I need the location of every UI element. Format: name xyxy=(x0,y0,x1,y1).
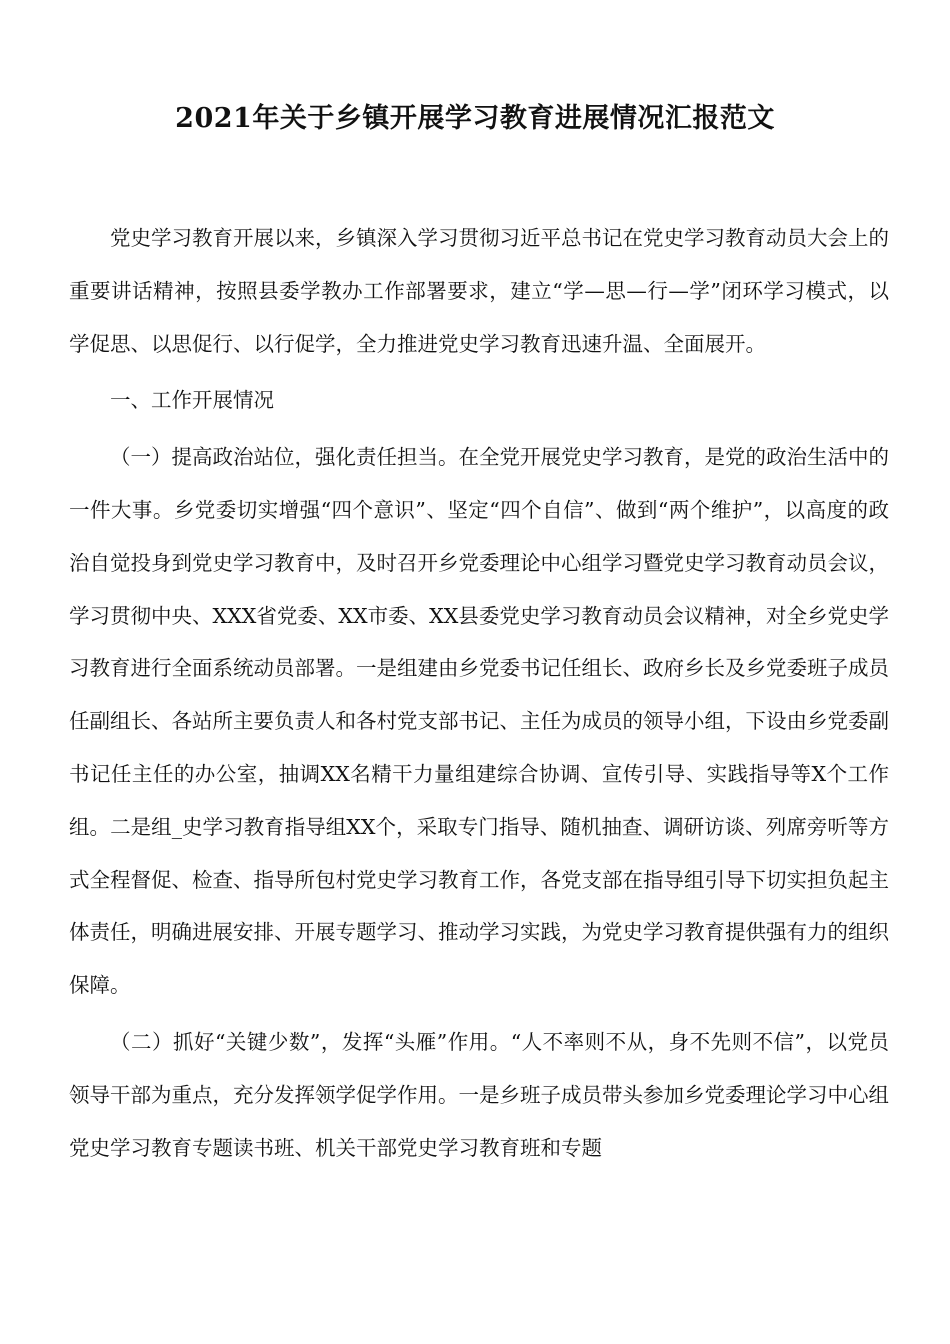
section-paragraph-1: （一）提高政治站位，强化责任担当。在全党开展党史学习教育，是党的政治生活中的一件大事。乡党委切实增强“四个意识”、坚定“四个自信”、做到“两个维护”，以高度的政治自觉投身到党史学习教育中，及时召开乡党委理论中心组学习暨党史学习教育动员会议，学习贯彻中央、XXX省党委、XX市委、XX县委党史学习教育动员会议精神，对全乡党史学习教育进行全面系统动员部署。一是组建由乡党委书记任组长、政府乡长及乡党委班子成员任副组长、各站所主要负责人和各村党支部书记、主任为成员的领导小组，下设由乡党委副书记任主任的办公室，抽调XX名精干力量组建综合协调、宣传引导、实践指导等X个工作组。二是组_史学习教育指导组XX个，采取专门指导、随机抽查、调研访谈、列席旁听等方式全程督促、检查、指导所包村党史学习教育工作，各党支部在指导组引导下切实担负起主体责任，明确进展安排、开展专题学习、推动学习实践，为党史学习教育提供强有力的组织保障。 xyxy=(69,445,889,998)
section-heading: 一、工作开展情况 xyxy=(110,388,274,413)
section-paragraph-2: （二）抓好“关键少数”，发挥“头雁”作用。“人不率则不从，身不先则不信”，以党员领导干部为重点，充分发挥领学促学作用。一是乡班子成员带头参加乡党委理论学习中心组党史学习教育专题读书班、机关干部党史学习教育班和专题 xyxy=(69,1029,889,1160)
document-title: 2021年关于乡镇开展学习教育进展情况汇报范文 xyxy=(175,103,775,134)
document-body xyxy=(69,212,889,1178)
intro-paragraph: 党史学习教育开展以来，乡镇深入学习贯彻习近平总书记在党史学习教育动员大会上的重要讲话精神，按照县委学教办工作部署要求，建立“学—思—行—学”闭环学习模式，以学促思、以思促行、以行促学，全力推进党史学习教育迅速升温、全面展开。 xyxy=(69,226,889,356)
